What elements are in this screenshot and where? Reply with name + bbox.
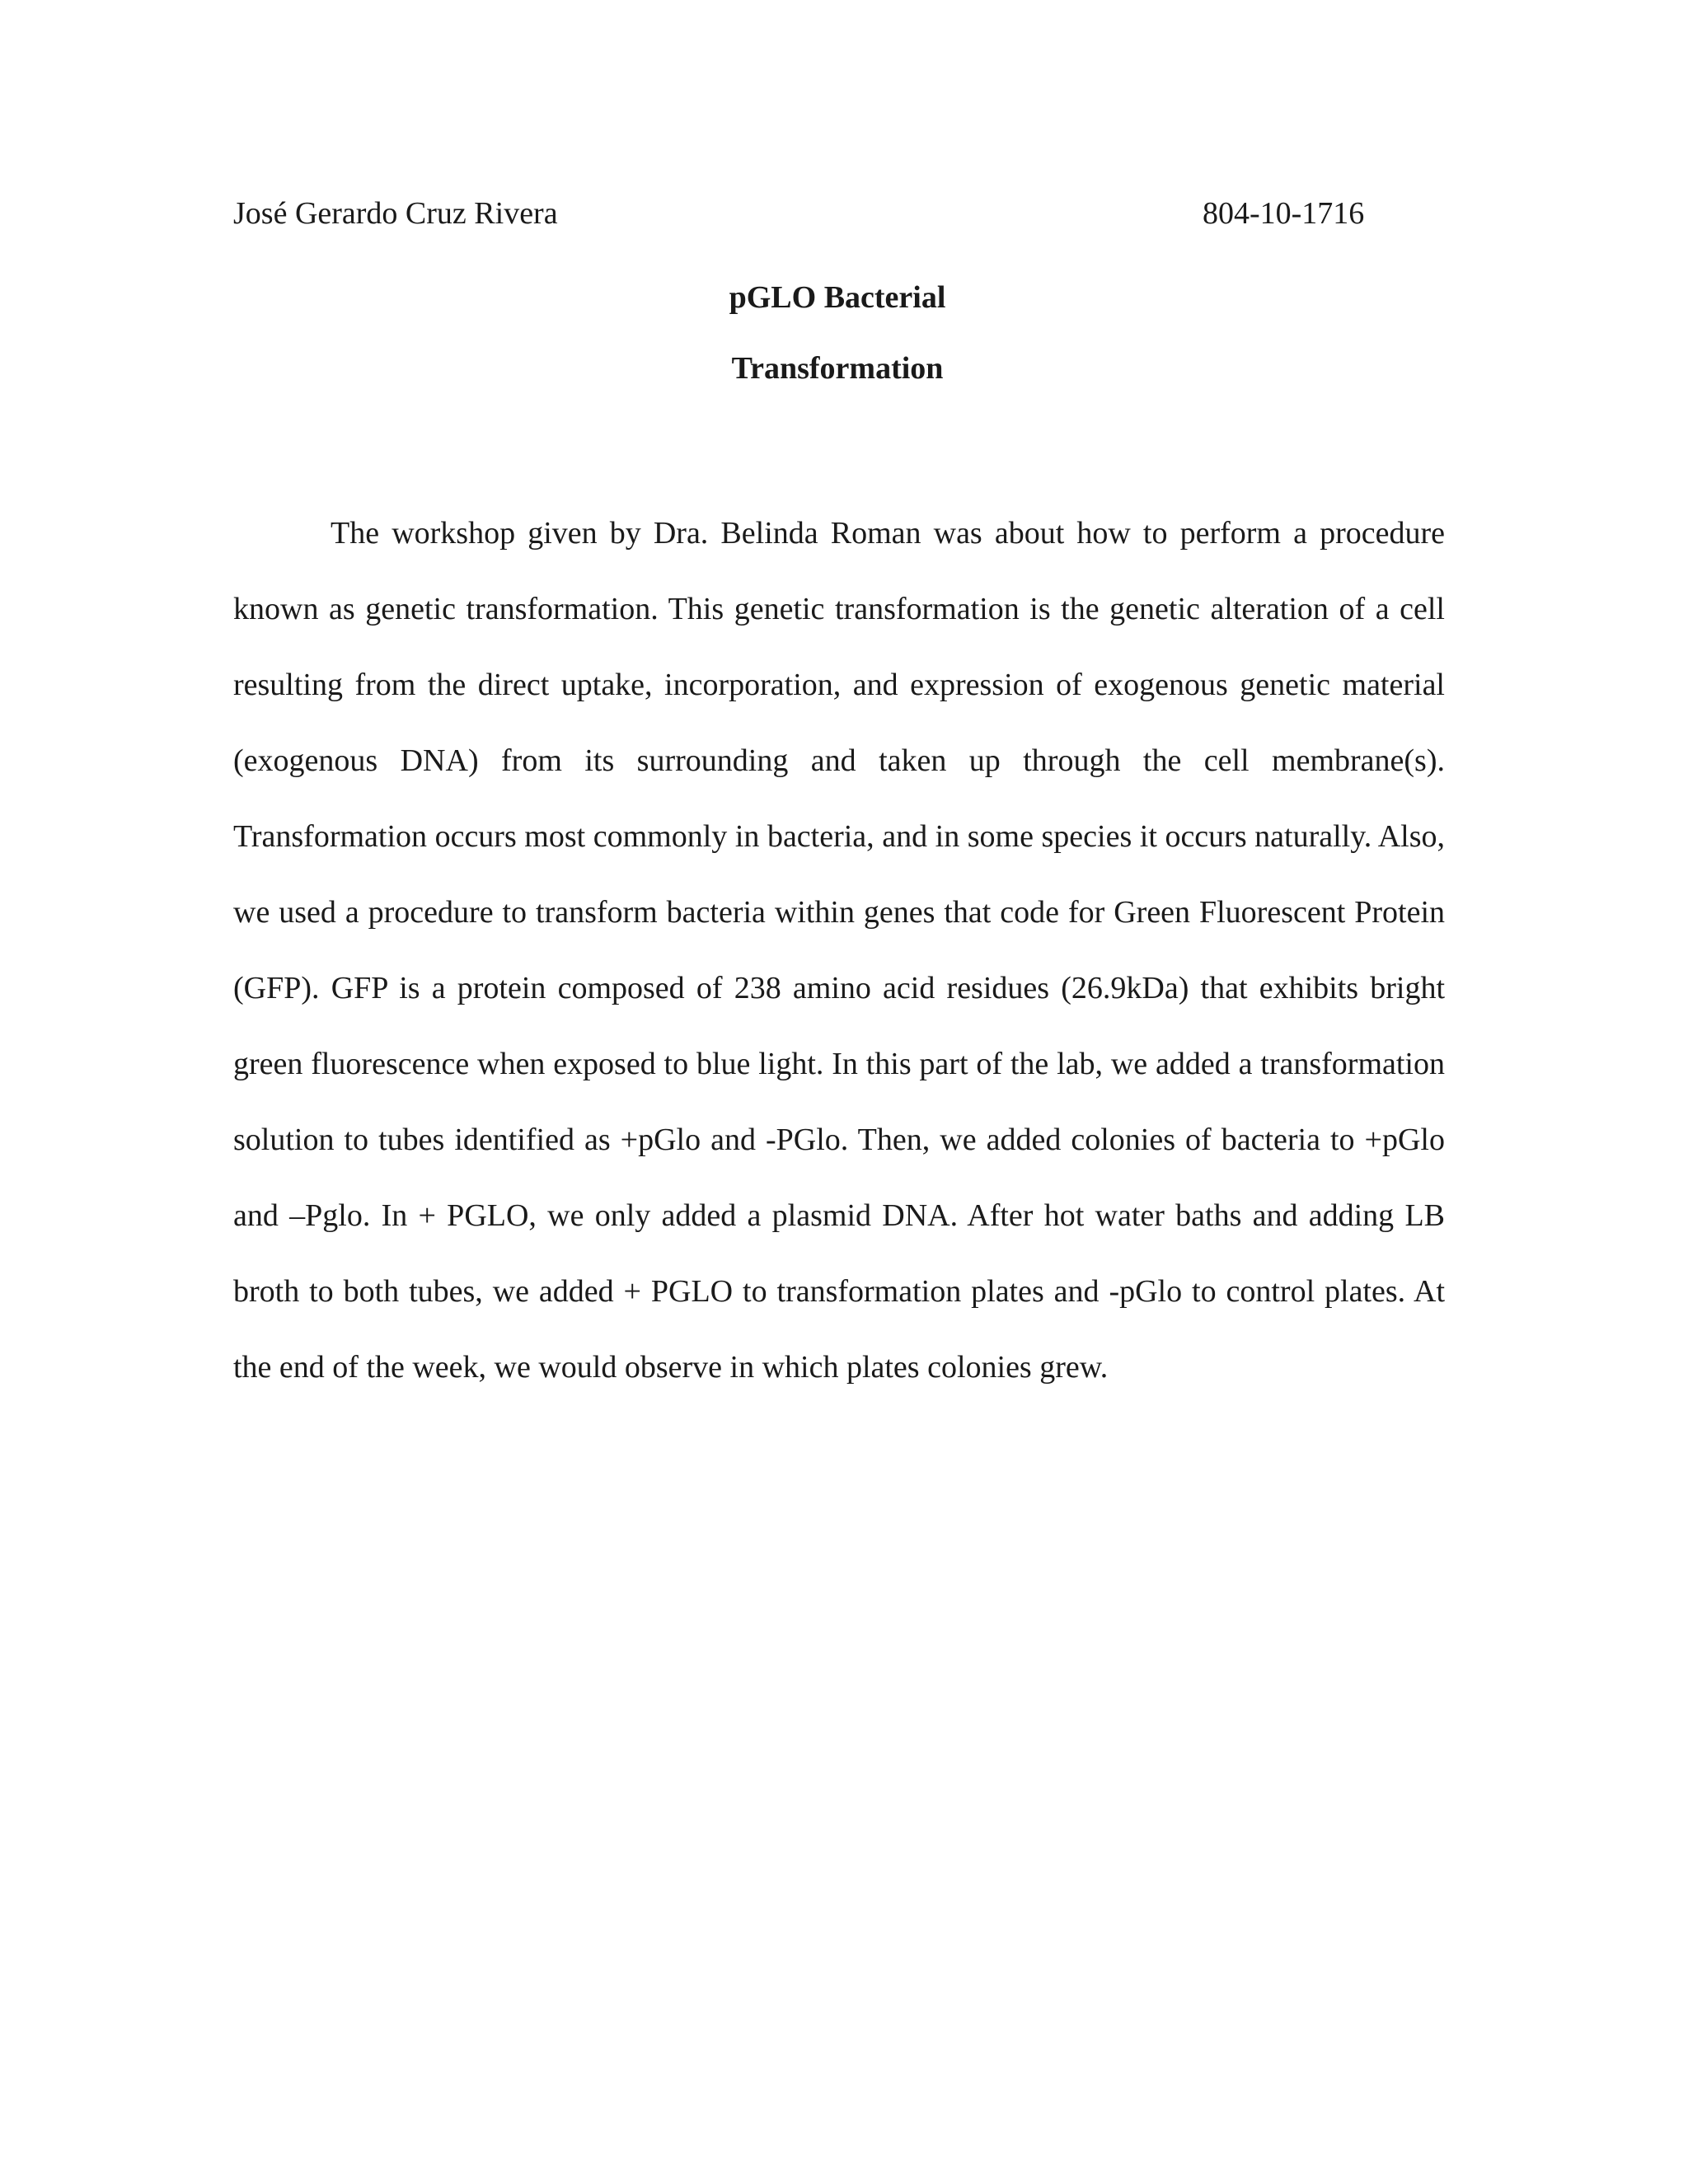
body-paragraph: The workshop given by Dra. Belinda Roman was about how to perform a procedure known as genetic transformation. This genetic transformation is the genetic alteration of a cell resulting from the direct uptake, incorporation, and expression of exogenous genetic material (exogenous DNA) from its surrounding and taken up through the cell membrane(s). Transformation occurs most commonly in bacteria, and in some species it occurs naturally. Also, we used a procedure to transform bacteria within genes that code for Green Fluorescent Protein (GFP). GFP is a protein composed of 238 amino acid residues (26.9kDa) that exhibits bright green fluorescence when exposed to blue light. In this part of the lab, we added a transformation solution to tubes identified as +pGlo and -PGlo. Then, we added colonies of bacteria to +pGlo and –Pglo. In + PGLO, we only added a plasmid DNA. After hot water baths and adding LB broth to both tubes, we added + PGLO to transformation plates and -pGlo to control plates. At the end of the week, we would observe in which plates colonies grew. <box>233 516 1445 1385</box>
title-line-1: pGLO Bacterial <box>729 280 946 315</box>
author-name: José Gerardo Cruz Rivera <box>233 196 558 231</box>
title-line-2: Transformation <box>731 351 944 386</box>
document-title <box>0 262 1688 404</box>
student-id: 804-10-1716 <box>1203 196 1365 231</box>
